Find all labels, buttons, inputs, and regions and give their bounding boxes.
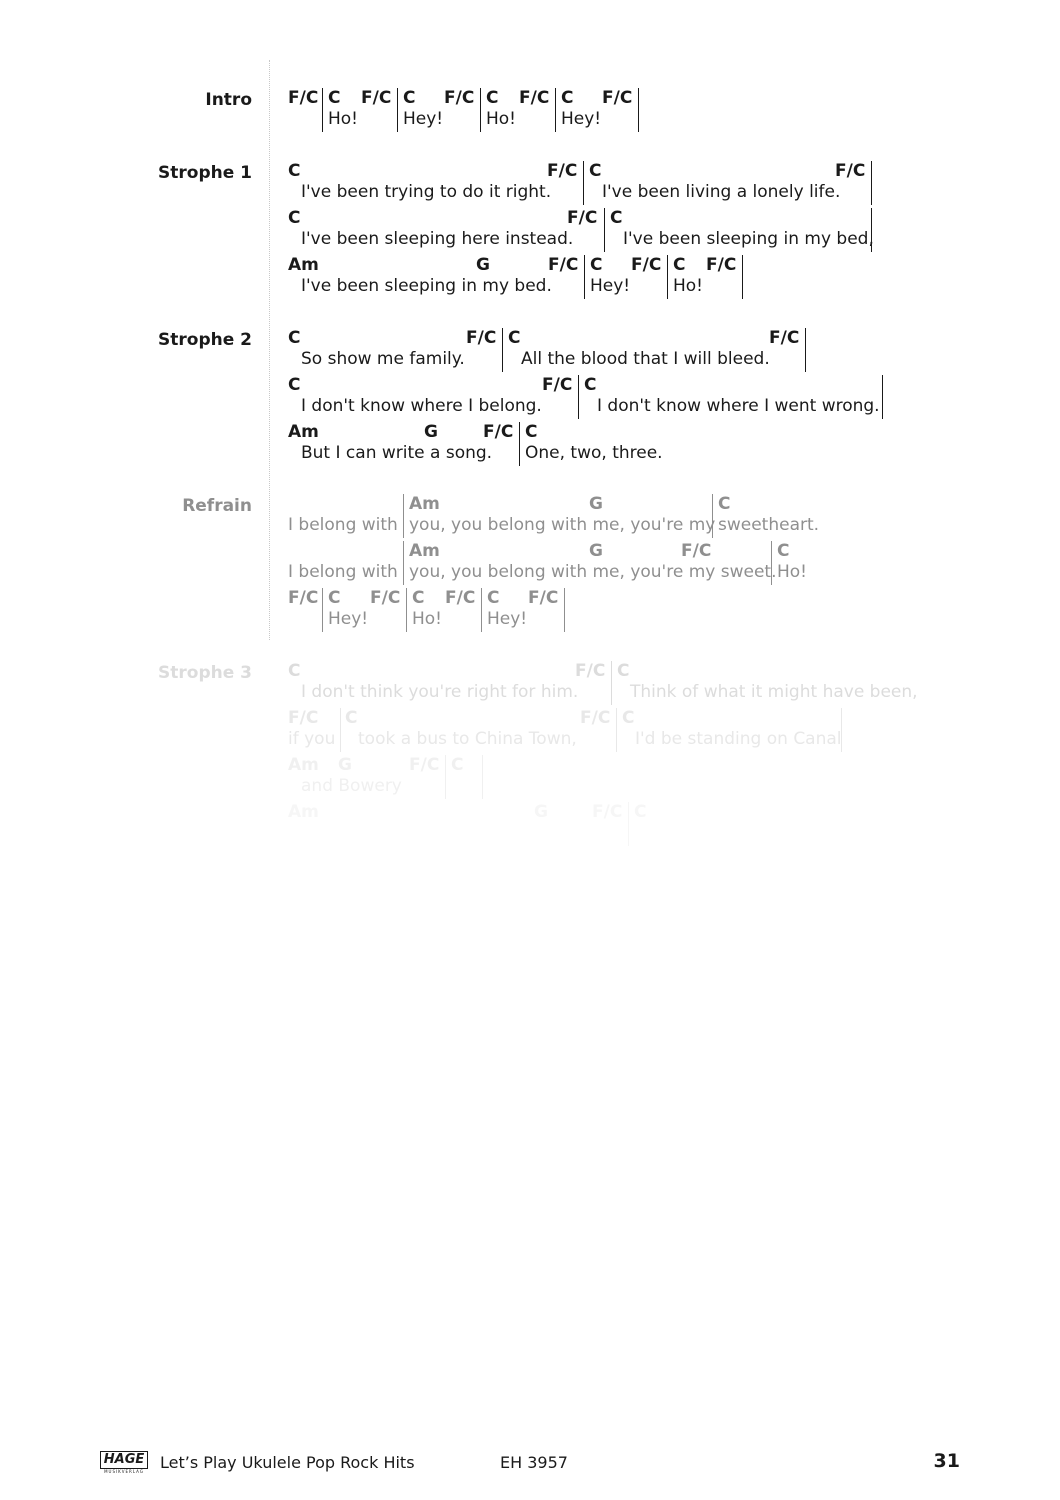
margin-divider [269, 60, 270, 640]
lyric: Ho! [777, 562, 807, 582]
chord: F/C [288, 88, 319, 108]
lyric: you, you belong with me, you're my sweet. [409, 562, 777, 582]
lyric: I've been living a lonely life. [602, 182, 841, 202]
chord: F/C [580, 708, 611, 728]
lyric: took a bus to China Town, [358, 729, 577, 749]
chord: C [328, 88, 341, 108]
lyric: and Bowery [301, 776, 402, 796]
chord: Am [288, 255, 319, 275]
chord: F/C [631, 255, 662, 275]
lyric: I belong with [288, 562, 398, 582]
section-label-refrain: Refrain [182, 496, 252, 516]
chord: F/C [602, 88, 633, 108]
bar-line [742, 255, 743, 299]
chord: C [412, 588, 425, 608]
chord: F/C [361, 88, 392, 108]
lyric: So show me family. [301, 349, 465, 369]
bar-line [616, 708, 617, 752]
bar-line [604, 208, 605, 252]
publisher-logo: HAGE [100, 1451, 148, 1469]
section-label-intro: Intro [205, 90, 252, 110]
page-number: 31 [933, 1450, 960, 1472]
lyric: I've been trying to do it right. [301, 182, 552, 202]
chord: G [338, 755, 352, 775]
chord: C [634, 802, 647, 822]
bar-line [340, 708, 341, 752]
bar-line [403, 494, 404, 538]
lyric: Ho! [328, 109, 358, 129]
chord: F/C [681, 541, 712, 561]
bar-line [584, 255, 585, 299]
chord: C [508, 328, 521, 348]
bar-line [564, 588, 565, 632]
chord: G [424, 422, 438, 442]
bar-line [445, 755, 446, 799]
bar-line [480, 88, 481, 132]
chord: Am [288, 422, 319, 442]
chord: C [525, 422, 538, 442]
bar-line [406, 588, 407, 632]
lyric: I don't know where I went wrong. [597, 396, 880, 416]
bar-line [805, 328, 806, 372]
bar-line [403, 541, 404, 585]
bar-line [555, 88, 556, 132]
chord: Am [409, 494, 440, 514]
lyric: I don't know where I belong. [301, 396, 542, 416]
chord: C [610, 208, 623, 228]
chord: G [589, 541, 603, 561]
chord: C [617, 661, 630, 681]
chord: F/C [542, 375, 573, 395]
chord: C [451, 755, 464, 775]
chord: C [288, 661, 301, 681]
bar-line [638, 88, 639, 132]
chord: F/C [519, 88, 550, 108]
lyric: I've been sleeping in my bed, [623, 229, 874, 249]
lyric: But I can write a song. [301, 443, 493, 463]
chord: C [777, 541, 790, 561]
lyric: I don't think you're right for him. [301, 682, 579, 702]
lyric: All the blood that I will bleed. [521, 349, 770, 369]
chord: C [673, 255, 686, 275]
bar-line [578, 375, 579, 419]
lyric: Hey! [561, 109, 602, 129]
lyric: I've been sleeping in my bed. [301, 276, 552, 296]
chord: F/C [769, 328, 800, 348]
chord: F/C [445, 588, 476, 608]
publisher-logo-subtext: MUSIKVERLAG [104, 1469, 144, 1474]
chord: C [622, 708, 635, 728]
chord: C [486, 88, 499, 108]
chord: C [718, 494, 731, 514]
lyric: I belong with [288, 515, 398, 535]
chord: F/C [528, 588, 559, 608]
chord: C [584, 375, 597, 395]
chord: C [288, 161, 301, 181]
chord: C [288, 208, 301, 228]
lyric: Think of what it might have been, [630, 682, 918, 702]
lyric: Hey! [328, 609, 369, 629]
section-label-strophe-3: Strophe 3 [158, 663, 252, 683]
section-label-strophe-1: Strophe 1 [158, 163, 252, 183]
chord: C [328, 588, 341, 608]
lyric: Ho! [673, 276, 703, 296]
chord: Am [288, 755, 319, 775]
bar-line [322, 588, 323, 632]
chord: Am [409, 541, 440, 561]
chord: G [476, 255, 490, 275]
bar-line [481, 588, 482, 632]
chord: F/C [547, 161, 578, 181]
bar-line [583, 161, 584, 205]
section-label-strophe-2: Strophe 2 [158, 330, 252, 350]
chord: Am [288, 802, 319, 822]
chord: C [590, 255, 603, 275]
chord: C [589, 161, 602, 181]
chord: C [487, 588, 500, 608]
book-title: Let’s Play Ukulele Pop Rock Hits [160, 1453, 415, 1472]
page-footer [0, 1448, 1060, 1478]
lyric: Hey! [487, 609, 528, 629]
chord: F/C [706, 255, 737, 275]
chord: F/C [288, 708, 319, 728]
bar-line [482, 755, 483, 799]
lyric: you, you belong with me, you're my [409, 515, 716, 535]
bar-line [502, 328, 503, 372]
lyric: if you [288, 729, 336, 749]
bar-line [397, 88, 398, 132]
lyric: sweetheart. [718, 515, 820, 535]
lyric: Hey! [403, 109, 444, 129]
lyric: I'd be standing on Canal [635, 729, 842, 749]
bar-line [519, 422, 520, 466]
chord: F/C [567, 208, 598, 228]
chord: F/C [592, 802, 623, 822]
chord: C [288, 375, 301, 395]
bar-line [882, 375, 883, 419]
lyric: Hey! [590, 276, 631, 296]
bar-line [871, 161, 872, 205]
catalog-code: EH 3957 [500, 1453, 568, 1472]
lyric: Ho! [412, 609, 442, 629]
chord: F/C [466, 328, 497, 348]
chord: F/C [483, 422, 514, 442]
chord: G [589, 494, 603, 514]
bar-line [322, 88, 323, 132]
chord: C [561, 88, 574, 108]
lyric: Ho! [486, 109, 516, 129]
chord: F/C [548, 255, 579, 275]
chord: G [534, 802, 548, 822]
chord: C [345, 708, 358, 728]
bar-line [667, 255, 668, 299]
lyric: One, two, three. [525, 443, 663, 463]
chord: C [403, 88, 416, 108]
chord: F/C [288, 588, 319, 608]
bar-line [611, 661, 612, 705]
lyric: I've been sleeping here instead. [301, 229, 574, 249]
bar-line [628, 802, 629, 846]
chord: F/C [409, 755, 440, 775]
chord: F/C [370, 588, 401, 608]
chord: F/C [835, 161, 866, 181]
chord: F/C [444, 88, 475, 108]
chord: F/C [575, 661, 606, 681]
chord: C [288, 328, 301, 348]
